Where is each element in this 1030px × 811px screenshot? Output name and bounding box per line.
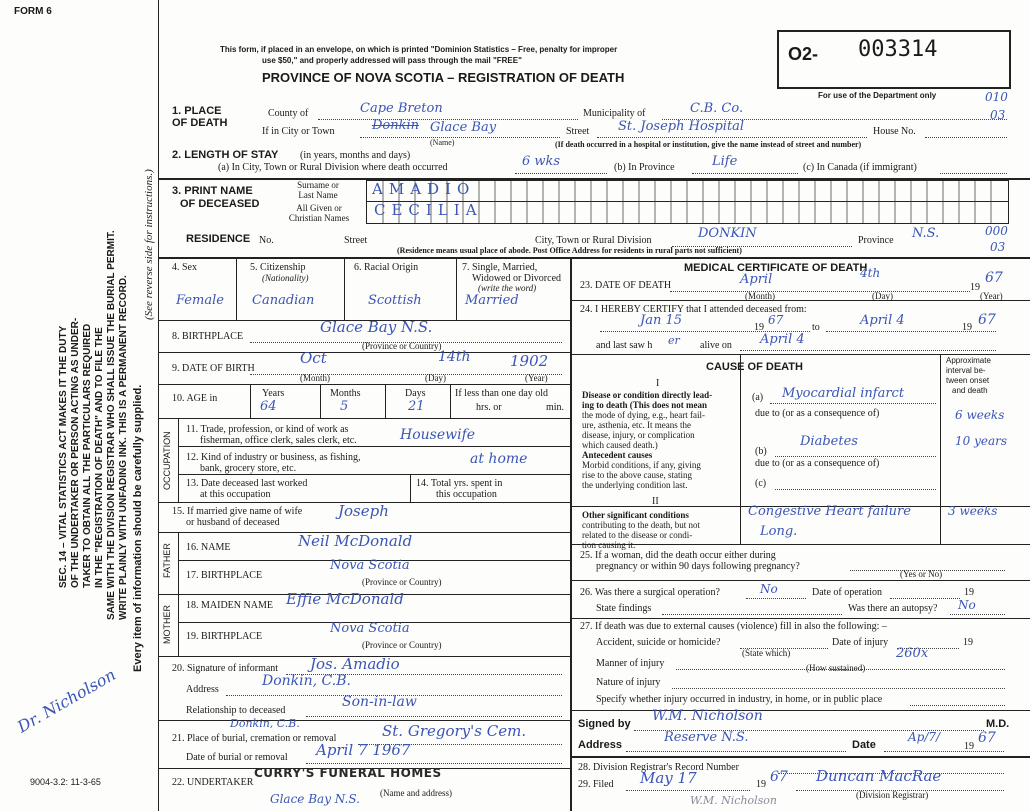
stay-province-value: Life [712, 154, 738, 169]
other-label-4: tion causing it. [582, 540, 636, 550]
q14-label-2: this occupation [436, 489, 497, 500]
disease-label-1: Disease or condition directly lead- [582, 390, 713, 400]
death-day-value: 4th [860, 266, 881, 280]
department-code-2: 03 [990, 108, 1006, 122]
injury-date-label: Date of injury [832, 637, 889, 648]
residence-code-1: 000 [985, 224, 1008, 238]
county-label: County of [268, 108, 309, 119]
attended-to-year-prefix: 19 [962, 322, 972, 333]
burial-place-pre: Donkin, C.B. [230, 717, 300, 730]
q13-label-2: at this occupation [200, 489, 271, 500]
undertaker-label: 22. UNDERTAKER [172, 777, 254, 788]
department-use-label: For use of the Department only [818, 91, 937, 100]
alive-on-value: April 4 [760, 332, 805, 347]
racial-label: 6. Racial Origin [354, 262, 419, 273]
medical-heading: MEDICAL CERTIFICATE OF DEATH [684, 262, 868, 274]
municipality-value: C.B. Co. [690, 101, 744, 116]
signed-year-prefix: 19 [964, 741, 974, 752]
residence-province-label: Province [858, 235, 894, 246]
antecedent-label-4: the underlying condition last. [582, 480, 688, 490]
stay-province-label: (b) In Province [614, 162, 675, 173]
cause-a-interval: 6 weeks [955, 408, 1005, 422]
attended-to-year: 67 [978, 312, 996, 328]
registration-number: 003314 [858, 37, 938, 62]
q12-label-1: 12. Kind of industry or business, as fishing, [186, 452, 361, 463]
father-birthplace-sub: (Province or Country) [362, 577, 442, 587]
findings-label: State findings [596, 603, 652, 614]
cause-a-value: Myocardial infarct [782, 386, 905, 401]
citizenship-value: Canadian [252, 293, 315, 308]
days-label: Days [405, 388, 426, 399]
death-year-prefix: 19 [970, 282, 980, 293]
cause-a-label: (a) [752, 392, 764, 403]
interval-label-2: interval be- [946, 366, 986, 375]
burial-date-value: April 7 1967 [316, 741, 411, 759]
signed-by-value: W.M. Nicholson [652, 708, 763, 724]
due-to-label-1: due to (or as a consequence of) [755, 408, 880, 419]
signed-address-value: Reserve N.S. [664, 730, 749, 745]
antecedent-label-1: Antecedent causes [582, 450, 653, 460]
surname-label-1: Surname or [297, 180, 339, 190]
death-year-value: 67 [985, 270, 1003, 286]
sex-value: Female [176, 293, 224, 308]
registrar-sub: (Division Registrar) [856, 790, 929, 800]
q12-label-2: bank, grocery store, etc. [200, 463, 297, 474]
side-instruction-2: OF THE UNDERTAKER OR PERSON ACTING AS UNDER- [70, 317, 81, 588]
dob-month-value: Oct [300, 349, 327, 367]
county-value: Cape Breton [360, 101, 443, 116]
disease-label-3: the mode of dying, e.g., heart fail- [582, 410, 705, 420]
father-side-label: FATHER [162, 543, 172, 578]
dob-month-sub: (Month) [300, 373, 330, 383]
q14-label-1: 14. Total yrs. spent in [416, 478, 503, 489]
side-instruction-1: SEC. 14 – VITAL STATISTICS ACT MAKES IT THE DUTY [58, 325, 69, 588]
place-of-death-label: 1. PLACE OF DEATH [172, 105, 228, 129]
relationship-value: Son-in-law [342, 694, 417, 710]
residence-street-label: Street [344, 235, 368, 246]
citizenship-label: 5. Citizenship [250, 262, 306, 273]
external-label: 27. If death was due to external causes (violence) fill in also the following: – [580, 621, 887, 632]
q13-label-1: 13. Date deceased last worked [186, 478, 308, 489]
father-birthplace-value: Nova Scotia [330, 558, 410, 573]
residence-code-2: 03 [990, 240, 1006, 254]
residence-note: (Residence means usual place of abode. Post Office Address for residents in rural parts not sufficient) [397, 246, 742, 255]
postage-notice-line2: use $50," and properly addressed will pass through the mail "FREE" [262, 56, 522, 65]
dob-label: 9. DATE OF BIRTH [172, 363, 255, 374]
other-label-3: related to the disease or condi- [582, 530, 693, 540]
due-to-label-2: due to (or as a consequence of) [755, 458, 880, 469]
side-instruction-3: TAKER TO OBTAIN ALL THE PARTICULARS REQUIRED [82, 323, 93, 588]
racial-value: Scottish [368, 293, 422, 308]
residence-label: RESIDENCE [186, 233, 251, 245]
antecedent-label-3: rise to the above cause, stating [582, 470, 692, 480]
side-instruction-7: Every item of information should be carefully supplied. [132, 384, 144, 672]
q12-value: at home [470, 451, 528, 467]
q11-label-2: fisherman, office clerk, sales clerk, etc. [200, 435, 357, 446]
father-birthplace-label: 17. BIRTHPLACE [186, 570, 263, 581]
last-saw-her: er [668, 334, 680, 347]
street-value: St. Joseph Hospital [618, 119, 745, 134]
days-value: 21 [408, 399, 425, 414]
less-than-day-label: If less than one day old [455, 388, 549, 399]
death-month-sub: (Month) [745, 291, 775, 301]
interval-label-4: and death [952, 386, 988, 395]
attended-from-year-prefix: 19 [754, 322, 764, 333]
spouse-value: Joseph [338, 502, 389, 520]
injury-year-prefix: 19 [963, 637, 973, 648]
city-label: If in City or Town [262, 126, 335, 137]
attended-to-value: April 4 [860, 313, 905, 328]
undertaker-stamp: CURRY'S FUNERAL HOMES [254, 766, 442, 780]
filed-label: 29. Filed [578, 779, 614, 790]
age-label: 10. AGE in [172, 393, 218, 404]
stay-city-label: (a) In City, Town or Rural Division where death occurred [218, 162, 448, 173]
md-label: M.D. [986, 718, 1010, 730]
date-of-death-label: 23. DATE OF DEATH [580, 280, 672, 291]
antecedent-label-2: Morbid conditions, if any, giving [582, 460, 701, 470]
registration-prefix: O2- [788, 44, 819, 64]
other-label-2: contributing to the death, but not [582, 520, 700, 530]
house-label: House No. [873, 126, 916, 137]
dob-day-value: 14th [438, 349, 471, 365]
surgery-value: No [760, 582, 778, 596]
given-label-1: All Given or [296, 203, 342, 213]
cause-b-value: Diabetes [800, 434, 858, 449]
informant-sig-label: 20. Signature of informant [172, 663, 279, 674]
birthplace-value: Glace Bay N.S. [320, 318, 433, 336]
form-number: FORM 6 [14, 6, 52, 17]
marital-label-1: 7. Single, Married, [462, 262, 538, 273]
mother-maiden-label: 18. MAIDEN NAME [186, 600, 273, 611]
death-year-sub: (Year) [980, 291, 1003, 301]
registrar-signature: Duncan MacRae [816, 767, 942, 785]
q11-label-1: 11. Trade, profession, or kind of work as [186, 424, 349, 435]
attended-to-label: to [812, 322, 820, 333]
disease-label-6: which caused death.) [582, 440, 658, 450]
disease-label-5: disease, injury, or complication [582, 430, 695, 440]
mother-maiden-value: Effie McDonald [286, 590, 404, 608]
department-code-1: 010 [985, 90, 1008, 104]
residence-province-value: N.S. [912, 226, 940, 241]
other-interval: 3 weeks [948, 504, 998, 518]
last-saw-label: and last saw h [596, 340, 653, 351]
stay-city-value: 6 wks [522, 154, 561, 169]
marital-label-2: Widowed or Divorced [472, 273, 562, 284]
burial-place-label: 21. Place of burial, cremation or removal [172, 733, 337, 744]
months-value: 5 [340, 399, 349, 414]
pregnancy-label-2: pregnancy or within 90 days following pregnancy? [596, 561, 800, 572]
pregnancy-yes-no: (Yes or No) [900, 569, 943, 579]
q11-value: Housewife [400, 427, 476, 443]
mother-birthplace-sub: (Province or Country) [362, 640, 442, 650]
street-label: Street [566, 126, 590, 137]
filed-year-prefix: 19 [756, 779, 766, 790]
filed-date-value: May 17 [640, 769, 697, 787]
certify-label: 24. I HEREBY CERTIFY that I attended deceased from: [580, 304, 807, 315]
nature-label: Nature of injury [596, 677, 661, 688]
interval-label-1: Approximate [946, 356, 991, 365]
relationship-label: Relationship to deceased [186, 705, 286, 716]
years-label: Years [262, 388, 285, 399]
informant-address-label: Address [186, 684, 219, 695]
alive-on-label: alive on [700, 340, 732, 351]
other-value-1: Congestive Heart failure [748, 504, 911, 519]
undertaker-sub: (Name and address) [380, 788, 452, 798]
side-instruction-6: WRITE PLAINLY WITH UNFADING INK. THIS IS A PERMANENT RECORD. [118, 275, 129, 620]
operation-date-label: Date of operation [812, 587, 882, 598]
dob-year-sub: (Year) [525, 373, 548, 383]
how-sustained-sub: (How sustained) [806, 663, 866, 673]
burial-place-value: St. Gregory's Cem. [382, 722, 527, 740]
spouse-label-1: 15. If married give name of wife [172, 506, 303, 517]
autopsy-label: Was there an autopsy? [848, 603, 938, 614]
signed-by-label: Signed by [578, 718, 631, 730]
disease-label-4: ure, asthenia, etc. It means the [582, 420, 691, 430]
death-day-sub: (Day) [872, 291, 893, 301]
municipality-label: Municipality of [583, 108, 646, 119]
surgery-label: 26. Was there a surgical operation? [580, 587, 720, 598]
informant-sig-value: Jos. Amadio [310, 655, 400, 673]
mother-birthplace-value: Nova Scotia [330, 621, 410, 636]
length-of-stay-sub: (in years, months and days) [300, 150, 411, 161]
form-title: PROVINCE OF NOVA SCOTIA – REGISTRATION OF DEATH [262, 70, 625, 85]
filed-year-value: 67 [770, 769, 788, 785]
undertaker-stamp-town: Glace Bay N.S. [270, 792, 360, 806]
pregnancy-label-1: 25. If a woman, did the death occur either during [580, 550, 776, 561]
birthplace-sub: (Province or Country) [362, 341, 442, 351]
bottom-signature: W.M. Nicholson [690, 794, 778, 807]
hospital-note: (If death occurred in a hospital or institution, give the name instead of street and number) [555, 140, 862, 149]
months-label: Months [330, 388, 361, 399]
dob-year-value: 1902 [510, 352, 549, 370]
dob-day-sub: (Day) [425, 373, 446, 383]
surname-label-2: Last Name [298, 190, 338, 200]
interval-label-3: tween onset [946, 376, 990, 385]
signed-date-label: Date [852, 739, 876, 751]
birthplace-label: 8. BIRTHPLACE [172, 331, 244, 342]
stay-canada-label: (c) In Canada (if immigrant) [803, 162, 917, 173]
occupation-side-label: OCCUPATION [162, 431, 172, 490]
city-name-sublabel: (Name) [430, 138, 455, 147]
sex-label: 4. Sex [172, 262, 197, 273]
burial-date-label: Date of burial or removal [186, 752, 288, 763]
signed-address-label: Address [578, 739, 623, 751]
mother-side-label: MOTHER [162, 605, 172, 644]
cause-b-interval: 10 years [955, 434, 1008, 448]
side-instruction-8: (See reverse side for instructions.) [143, 169, 155, 320]
side-signature: Dr. Nicholson [14, 664, 119, 737]
mother-birthplace-label: 19. BIRTHPLACE [186, 631, 263, 642]
side-instruction-5: SAME WITH THE DIVISION REGISTRAR WHO SHALL ISSUE THE BURIAL PERMIT. [106, 230, 117, 620]
given-names-value: CECILIA [374, 201, 483, 219]
left-margin-rule [158, 0, 159, 811]
disease-label-2: ing to death (This does not mean [582, 400, 708, 410]
hrs-label: hrs. or [476, 402, 502, 413]
residence-city-label: City, Town or Rural Division [535, 235, 652, 246]
part-one-label: I [656, 378, 660, 389]
postage-notice-line1: This form, if placed in an envelope, on which is printed "Dominion Statistics – Free, penalty for improper [220, 45, 618, 54]
marital-label-3: (write the word) [478, 283, 537, 293]
operation-year-prefix: 19 [964, 587, 974, 598]
given-label-2: Christian Names [288, 213, 350, 223]
length-of-stay-label: 2. LENGTH OF STAY [172, 149, 279, 161]
print-name-label-1: 3. PRINT NAME [172, 185, 253, 197]
print-name-label-2: OF DECEASED [180, 198, 260, 210]
informant-address-value: Donkin, C.B. [262, 673, 351, 689]
cause-b-label: (b) [755, 446, 767, 457]
father-name-value: Neil McDonald [298, 532, 413, 550]
residence-no-label: No. [259, 235, 274, 246]
other-value-2: Long. [760, 524, 798, 539]
signed-date-value: Ap/7/ [908, 730, 941, 744]
citizenship-sub: (Nationality) [262, 273, 309, 283]
spouse-label-2: or husband of deceased [186, 517, 280, 528]
death-month-value: April [740, 272, 773, 287]
other-label-1: Other significant conditions [582, 510, 689, 520]
cause-c-label: (c) [755, 478, 767, 489]
cause-heading: CAUSE OF DEATH [706, 361, 803, 373]
attended-from-value: Jan 15 [640, 313, 683, 328]
years-value: 64 [260, 399, 277, 414]
city-value: Glace Bay [430, 120, 497, 135]
print-code: 9004-3.2: 11-3-65 [30, 777, 101, 787]
external-annotation: 260x [896, 646, 929, 661]
min-label: min. [546, 402, 565, 413]
part-two-label: II [652, 496, 659, 507]
state-which-sub: (State which) [742, 648, 791, 658]
accident-label: Accident, suicide or homicide? [596, 637, 721, 648]
record-number-label: 28. Division Registrar's Record Number [578, 762, 739, 773]
manner-label: Manner of injury [596, 658, 665, 669]
signed-year-value: 67 [978, 730, 996, 746]
attended-from-year: 67 [768, 313, 784, 327]
autopsy-value: No [958, 598, 976, 612]
city-struck-value: Donkin [372, 118, 420, 133]
marital-value: Married [465, 293, 519, 308]
residence-city-value: DONKIN [698, 226, 757, 241]
side-instruction-4: IN THE "REGISTRATION OF DEATH" AND TO FILE THE [94, 327, 105, 588]
surname-value: AMADIO [372, 180, 476, 198]
specify-label: Specify whether injury occurred in industry, in home, or in public place [596, 694, 883, 705]
father-name-label: 16. NAME [186, 542, 231, 553]
